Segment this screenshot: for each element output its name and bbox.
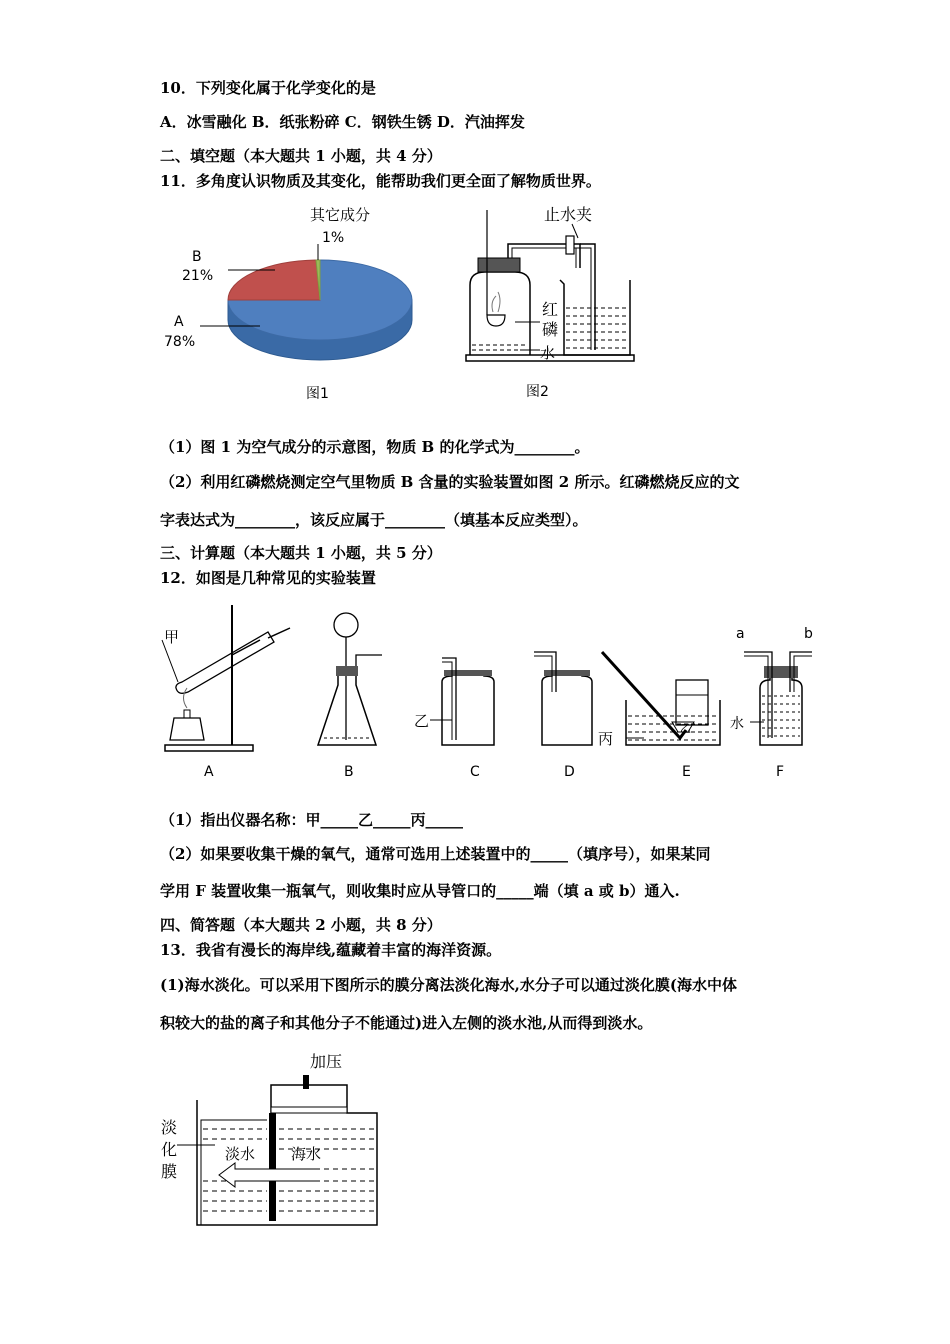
apparatus-e	[602, 652, 720, 745]
membrane-desalination-figure	[155, 1045, 390, 1235]
water-clamp	[566, 236, 574, 254]
piston	[271, 1107, 347, 1113]
q11-part2a: （2）利用红磷燃烧测定空气里物质 B 含量的实验装置如图 2 所示。红磷燃烧反应的文	[160, 473, 740, 491]
section3-title: 三、计算题（本大题共 1 小题，共 5 分）	[160, 544, 442, 562]
label-yi: 乙	[414, 712, 430, 730]
label-f-water: 水	[730, 716, 744, 732]
apparatus-c	[430, 658, 494, 745]
q13-part1a: (1)海水淡化。可以采用下图所示的膜分离法淡化海水,水分子可以通过淡化膜(海水中体	[160, 976, 737, 994]
conical-flask	[318, 676, 376, 745]
q12-part2b: 学用 F 装置收集一瓶氧气，则收集时应从导管口的_____端（填 a 或 b）通入.	[160, 882, 680, 900]
q11-part1: （1）图 1 为空气成分的示意图，物质 B 的化学式为________。	[160, 438, 590, 456]
membrane	[269, 1113, 276, 1221]
fig2-caption: 图2	[526, 384, 549, 400]
q12-part1: （1）指出仪器名称：甲_____乙_____丙_____	[160, 811, 463, 829]
q13-stem: 13．我省有漫长的海岸线,蕴藏着丰富的海洋资源。	[160, 941, 502, 959]
alcohol-lamp	[170, 718, 204, 740]
apparatus-a	[162, 605, 290, 751]
bottle-stopper	[478, 258, 520, 272]
label-water: 水	[540, 344, 556, 362]
combustion-spoon	[487, 315, 505, 326]
label-hua: 化	[161, 1140, 178, 1159]
label-a: A	[174, 314, 184, 330]
label-phosphorus: 磷	[542, 320, 559, 339]
section2-title: 二、填空题（本大题共 1 小题，共 4 分）	[160, 147, 442, 165]
label-b: B	[192, 249, 202, 265]
cap-b: B	[344, 764, 354, 780]
flame	[492, 292, 500, 312]
gas-bottle	[470, 272, 530, 355]
label-e-yi: 乙	[680, 722, 691, 735]
label-a: a	[736, 626, 745, 642]
label-bing: 丙	[598, 730, 614, 748]
label-sea-water: 海水	[291, 1145, 322, 1163]
apparatus-d	[534, 652, 592, 745]
q10-options: A．冰雪融化 B．纸张粉碎 C．钢铁生锈 D．汽油挥发	[160, 113, 525, 131]
q11-part2b: 字表达式为________，该反应属于________（填基本反应类型）。	[160, 511, 588, 529]
apparatus-b	[318, 613, 382, 745]
label-a-pct: 78%	[164, 334, 196, 350]
apparatus-f	[744, 652, 812, 745]
q11-stem: 11．多角度认识物质及其变化，能帮助我们更全面了解物质世界。	[160, 172, 601, 190]
cap-c: C	[470, 764, 480, 780]
q12-stem: 12．如图是几种常见的实验装置	[160, 569, 376, 587]
label-dan: 淡	[161, 1118, 178, 1137]
label-jia: 甲	[164, 628, 180, 646]
beaker-water	[566, 308, 628, 348]
red-phosphorus-apparatus-figure	[460, 200, 645, 405]
flow-arrow	[219, 1163, 315, 1187]
label-b-pct: 21%	[182, 268, 214, 284]
label-clamp: 止水夹	[544, 205, 593, 224]
air-composition-pie-figure	[160, 200, 440, 410]
label-fresh-water: 淡水	[225, 1145, 256, 1163]
label-red: 红	[542, 300, 559, 319]
pie-slice-b	[228, 260, 320, 300]
cap-a: A	[204, 764, 214, 780]
flask-stopper	[336, 666, 358, 676]
q10-stem: 10．下列变化属于化学变化的是	[160, 79, 376, 97]
section4-title: 四、简答题（本大题共 2 小题，共 8 分）	[160, 916, 442, 934]
piston-rod	[303, 1075, 309, 1089]
cap-d: D	[564, 764, 575, 780]
label-mo: 膜	[161, 1162, 178, 1181]
gas-bottle-yi	[442, 672, 494, 745]
lab-apparatus-figure	[160, 600, 825, 785]
label-other: 其它成分	[310, 206, 371, 224]
label-b-tube: b	[804, 626, 813, 642]
label-other-pct: 1%	[322, 230, 345, 246]
cap-f: F	[776, 764, 785, 780]
tank-outline	[197, 1085, 377, 1225]
cap-e: E	[682, 764, 691, 780]
q13-part1b: 积较大的盐的离子和其他分子不能通过)进入左侧的淡水池,从而得到淡水。	[160, 1014, 653, 1032]
q12-part2a: （2）如果要收集干燥的氧气，通常可选用上述装置中的_____（填序号），如果某同	[160, 845, 711, 863]
label-pressure: 加压	[310, 1052, 343, 1071]
fig1-caption: 图1	[306, 386, 329, 402]
